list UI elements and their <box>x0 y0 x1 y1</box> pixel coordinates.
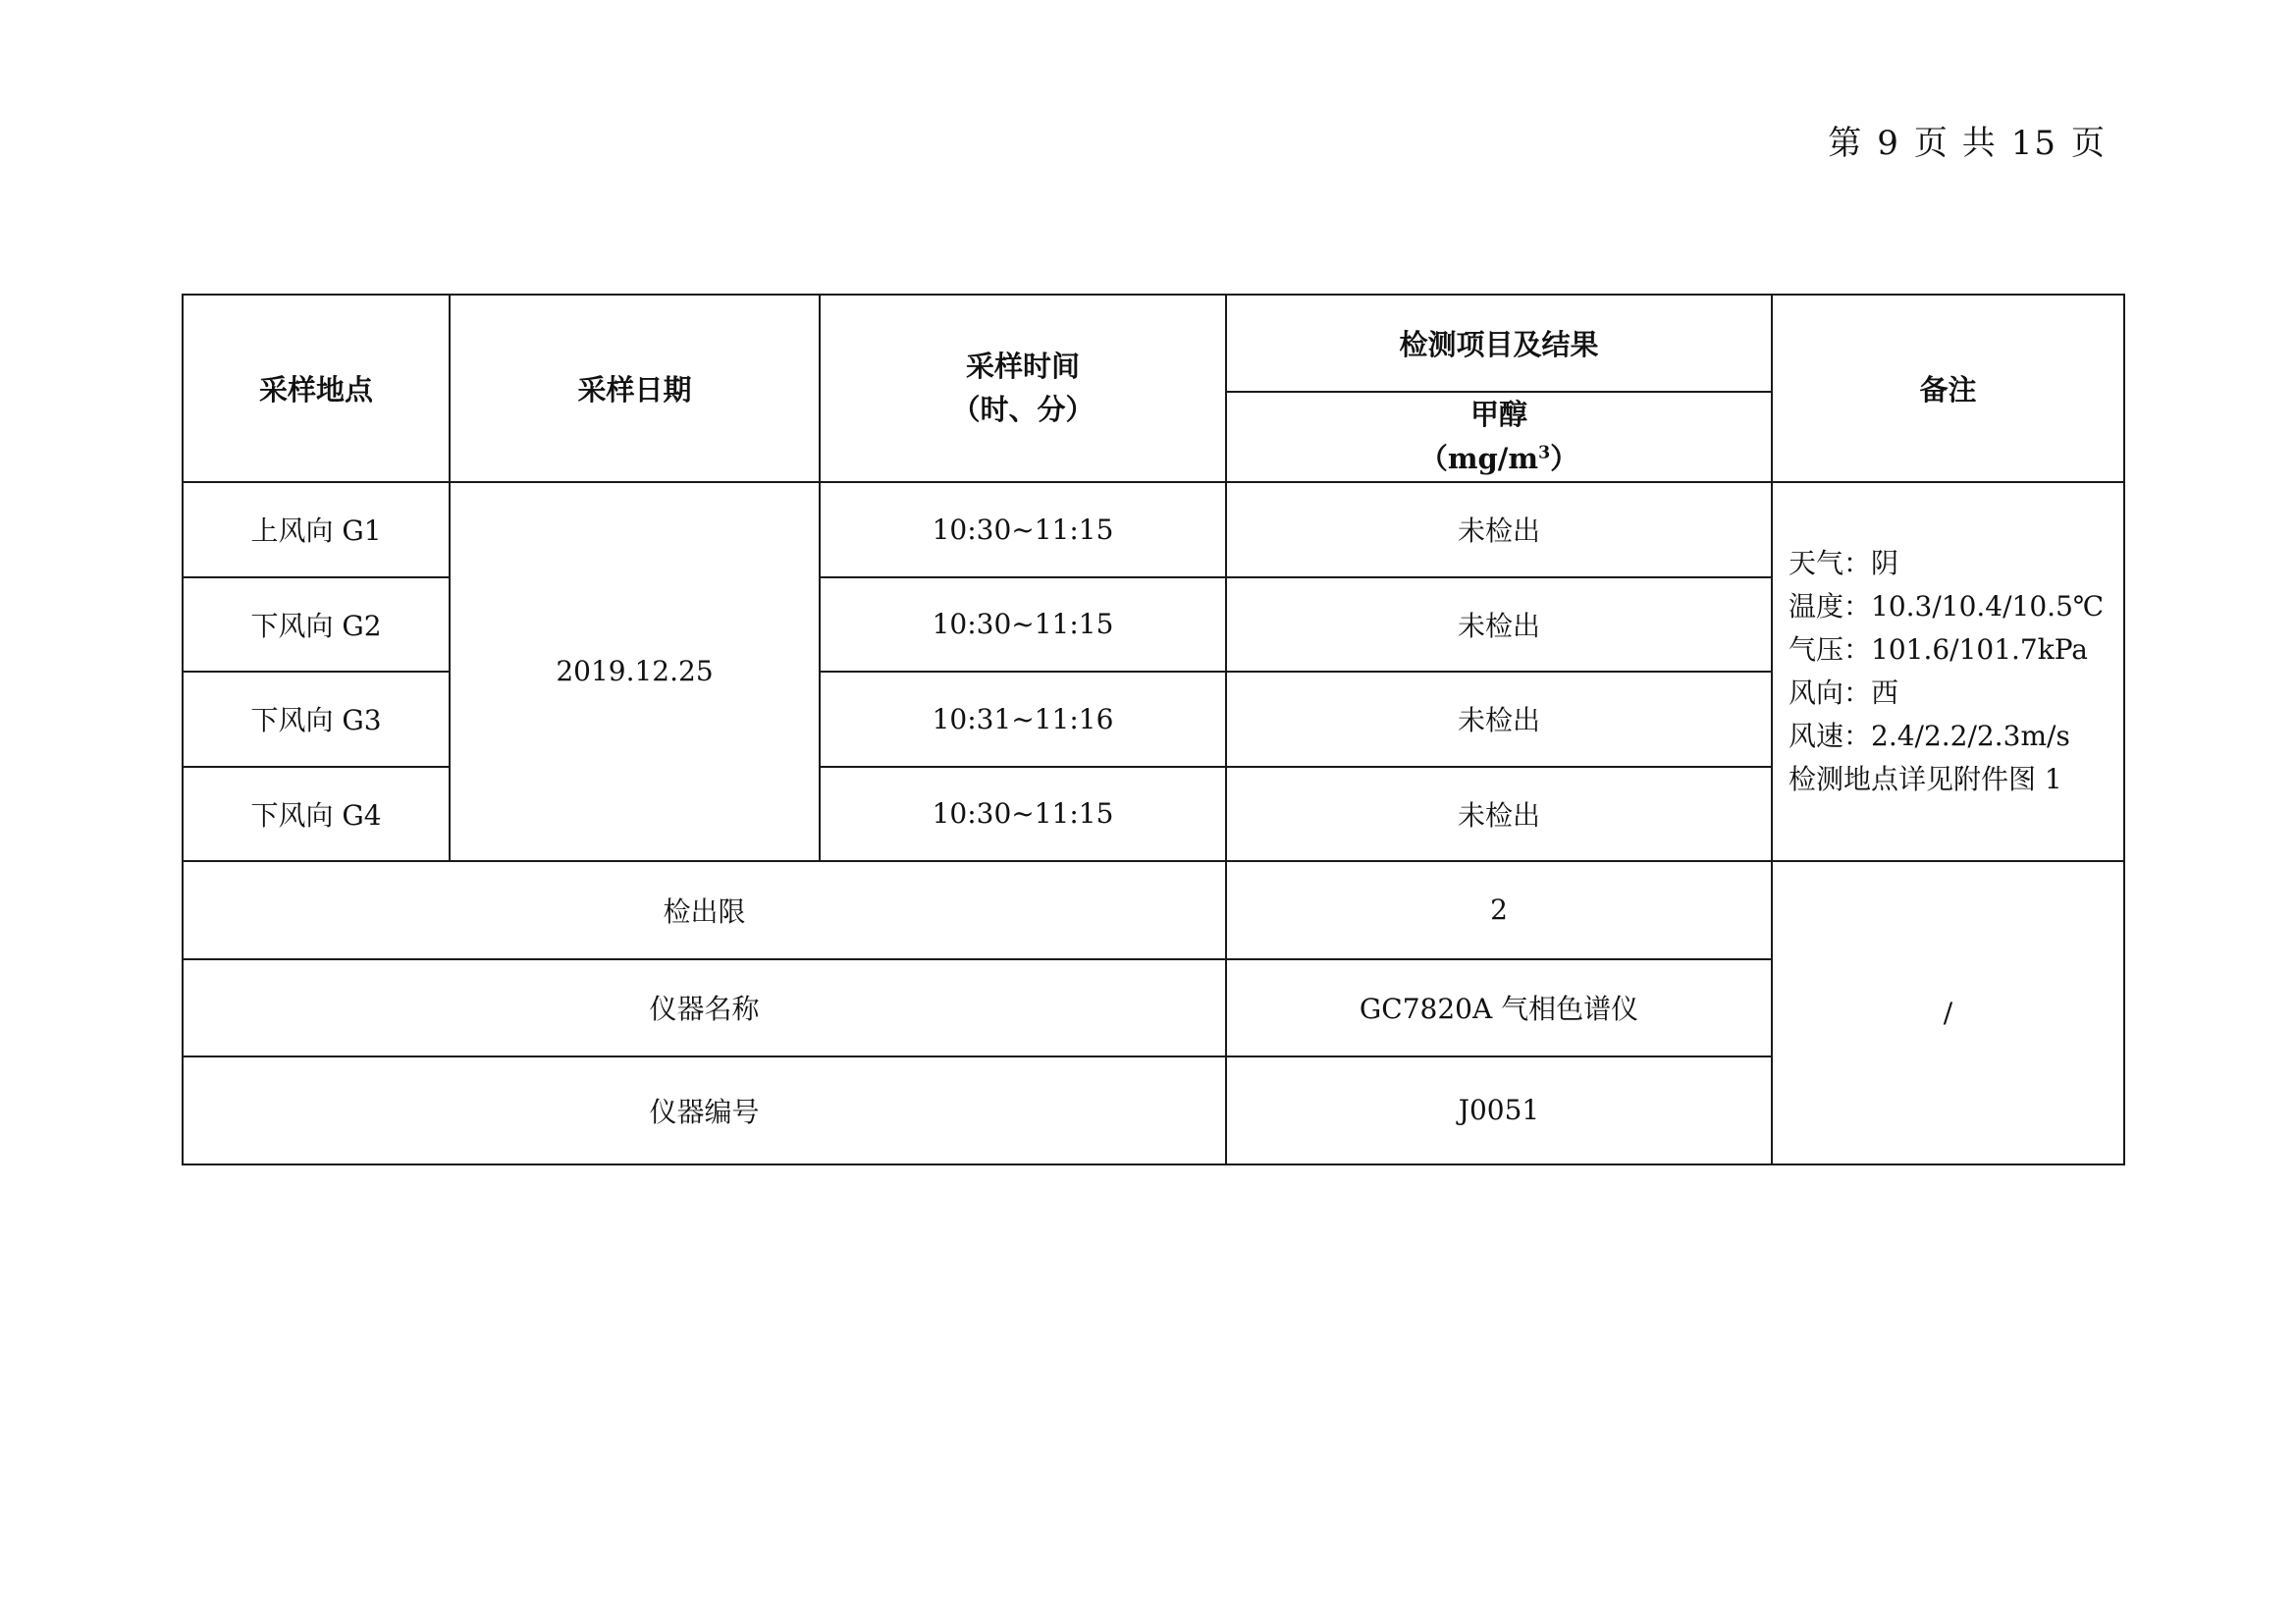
footer-remark: / <box>1772 861 2124 1164</box>
header-analyte-unit: $(mg/m^3)$ <box>1418 441 1579 475</box>
header-analyte-name: 甲醇 <box>1469 398 1527 431</box>
header-location: 采样地点 <box>183 295 450 482</box>
page-middle: 页 共 <box>1913 124 1998 163</box>
remark-wind-direction: 风向：西 <box>1789 676 1899 709</box>
header-time <box>820 295 1226 482</box>
header-items-results: 检测项目及结果 <box>1226 295 1772 392</box>
page-current: 9 <box>1877 124 1900 163</box>
detection-limit-row <box>183 861 2124 959</box>
detection-limit-value: 2 <box>1226 861 1772 959</box>
page-number <box>1821 116 2113 164</box>
remark-weather: 天气：阴 <box>1789 546 1899 579</box>
row-time: 10:30~11:15 <box>820 767 1226 861</box>
table-row <box>183 482 2124 577</box>
remark-pressure: 气压：101.6/101.7kPa <box>1789 632 2088 666</box>
row-time: 10:31~11:16 <box>820 672 1226 767</box>
row-result: 未检出 <box>1226 767 1772 861</box>
instrument-name-label: 仪器名称 <box>183 959 1226 1056</box>
row-location: 下风向 G2 <box>183 577 450 672</box>
row-result: 未检出 <box>1226 577 1772 672</box>
remark-temperature: 温度：10.3/10.4/10.5℃ <box>1789 589 2105 623</box>
sampling-date: 2019.12.25 <box>450 482 820 861</box>
results-table <box>182 294 2125 1165</box>
row-result: 未检出 <box>1226 482 1772 577</box>
header-time-line1: 采样时间 <box>965 349 1080 383</box>
instrument-id-label: 仪器编号 <box>183 1056 1226 1164</box>
remarks-cell <box>1772 482 2124 861</box>
header-analyte <box>1226 392 1772 482</box>
page-prefix: 第 <box>1828 124 1864 163</box>
row-location: 下风向 G4 <box>183 767 450 861</box>
page-total: 15 <box>2010 124 2057 163</box>
remark-wind-speed: 风速：2.4/2.2/2.3m/s <box>1789 719 2070 752</box>
detection-limit-label: 检出限 <box>183 861 1226 959</box>
page-suffix: 页 <box>2071 124 2107 163</box>
instrument-name-value: GC7820A 气相色谱仪 <box>1226 959 1772 1056</box>
row-time: 10:30~11:15 <box>820 482 1226 577</box>
header-remarks: 备注 <box>1772 295 2124 482</box>
header-date: 采样日期 <box>450 295 820 482</box>
row-time: 10:30~11:15 <box>820 577 1226 672</box>
row-location: 上风向 G1 <box>183 482 450 577</box>
row-result: 未检出 <box>1226 672 1772 767</box>
remark-location-note: 检测地点详见附件图 1 <box>1789 762 2062 795</box>
header-time-line2: （时、分） <box>951 393 1095 427</box>
instrument-id-value: J0051 <box>1226 1056 1772 1164</box>
row-location: 下风向 G3 <box>183 672 450 767</box>
